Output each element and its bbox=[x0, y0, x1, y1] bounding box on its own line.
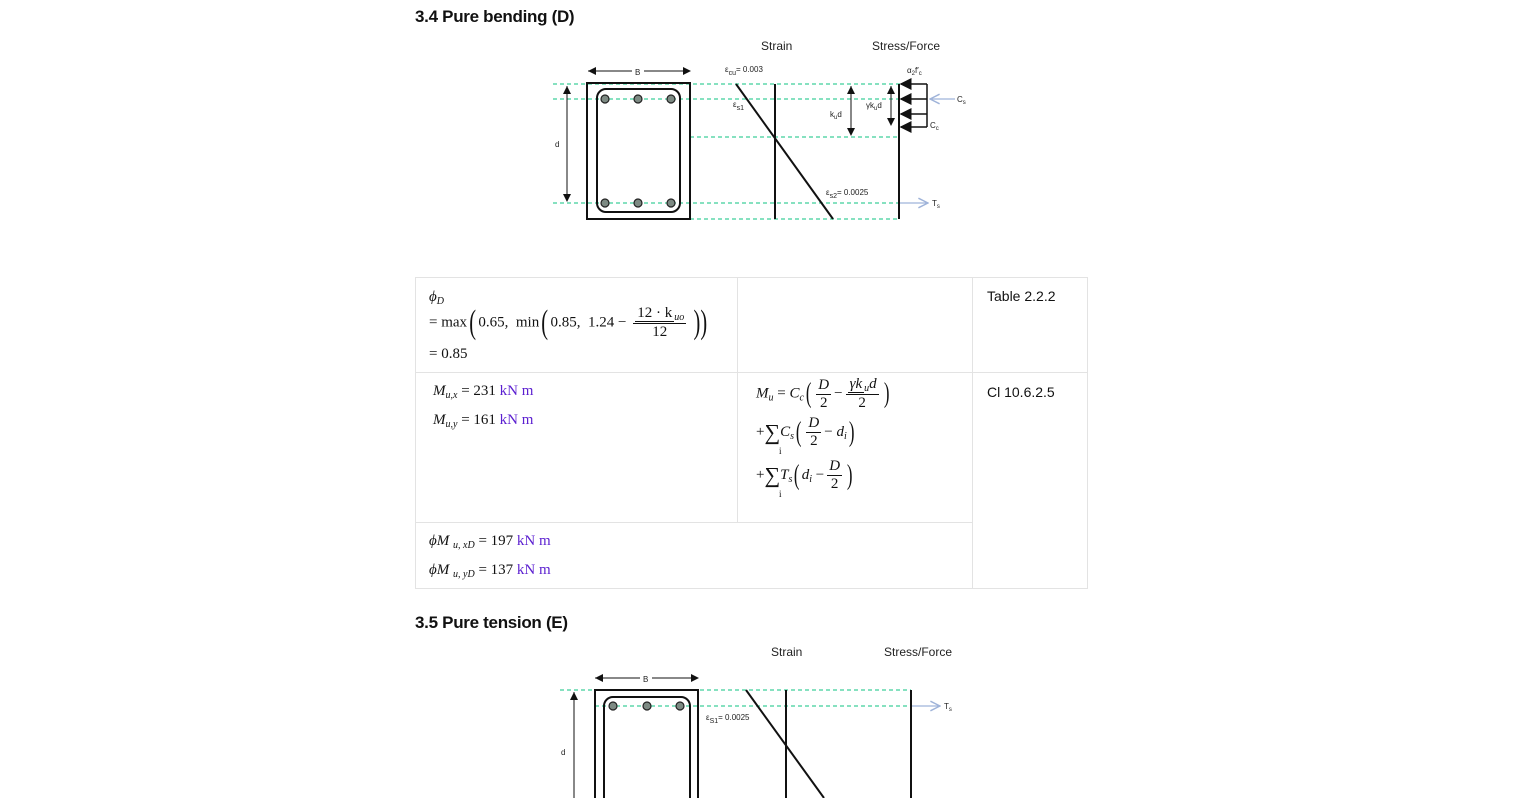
cc-label: $C_c$ bbox=[930, 121, 939, 132]
width-label: B bbox=[635, 68, 641, 77]
width-label-2: B bbox=[643, 675, 649, 684]
depth-label-2: d bbox=[561, 748, 566, 757]
strain-line bbox=[736, 84, 833, 219]
sum-index-1: i bbox=[779, 446, 782, 456]
section-title-pure-bending: 3.4 Pure bending (D) bbox=[415, 7, 575, 26]
phi-d-formula: = max( 0.65, min( 0.85, 1.24 − $\frac{12 \cdot k _{uo}}{12}$ )) bbox=[429, 304, 708, 341]
reference-table-2-2-2: Table 2.2.2 bbox=[987, 288, 1056, 304]
eps-s1-label-2: εS1= 0.0025 bbox=[706, 713, 750, 725]
stress-force-header-2: Stress/Force bbox=[884, 645, 953, 659]
muy-value: $M_{u,y} = 161$ kN m bbox=[433, 412, 534, 430]
strain-header: Strain bbox=[761, 39, 793, 53]
stirrup bbox=[597, 89, 680, 212]
ts-label: $T_s$ bbox=[932, 199, 940, 210]
calculation-table bbox=[415, 277, 1088, 589]
depth-label: d bbox=[555, 140, 560, 149]
phi-d-result: = 0.85 bbox=[429, 346, 468, 362]
eps-s1-label: εs1 bbox=[733, 100, 744, 112]
moment-formula-line3: $+\sum T_s$( $d_i$ − $\frac{D}{2}$ ) bbox=[756, 458, 853, 492]
kud-label: $k_ud$ bbox=[830, 110, 842, 121]
stress-block bbox=[901, 84, 927, 127]
moment-formula-line2: $+\sum C_s$( $\frac{D}{2}$ − $d_i$) bbox=[756, 415, 855, 449]
ts-label-2: $T_s$ bbox=[944, 702, 952, 713]
phi-d-label: $\phi_D$ bbox=[429, 289, 444, 307]
moment-formula-line1: $M_u = C_c$( $\frac{D}{2}$ − $\frac{\gamma k _ud}{2}$ ) bbox=[756, 376, 890, 411]
cs-label: $C_s$ bbox=[957, 95, 966, 106]
reference-cl-10-6-2-5: Cl 10.6.2.5 bbox=[987, 384, 1055, 400]
phi-mux-value: ϕM $_{u, xD}$ = 197 kN m bbox=[429, 533, 551, 551]
eps-cu-label: εcu= 0.003 bbox=[725, 65, 763, 77]
strain-header-2: Strain bbox=[771, 645, 803, 659]
section-title-pure-tension: 3.5 Pure tension (E) bbox=[415, 613, 568, 632]
alpha-fc-label: $\alpha_2f'_c$ bbox=[907, 66, 922, 77]
mux-value: $M_{u,x} = 231$ kN m bbox=[433, 383, 534, 401]
stress-force-header: Stress/Force bbox=[872, 39, 941, 53]
rebars bbox=[601, 95, 675, 207]
eps-s2-label: εs2= 0.0025 bbox=[826, 188, 869, 200]
sum-index-2: i bbox=[779, 489, 782, 499]
gkud-label: $\gamma k_ud$ bbox=[866, 101, 882, 112]
phi-muy-value: ϕM $_{u, yD}$ = 137 kN m bbox=[429, 562, 551, 580]
